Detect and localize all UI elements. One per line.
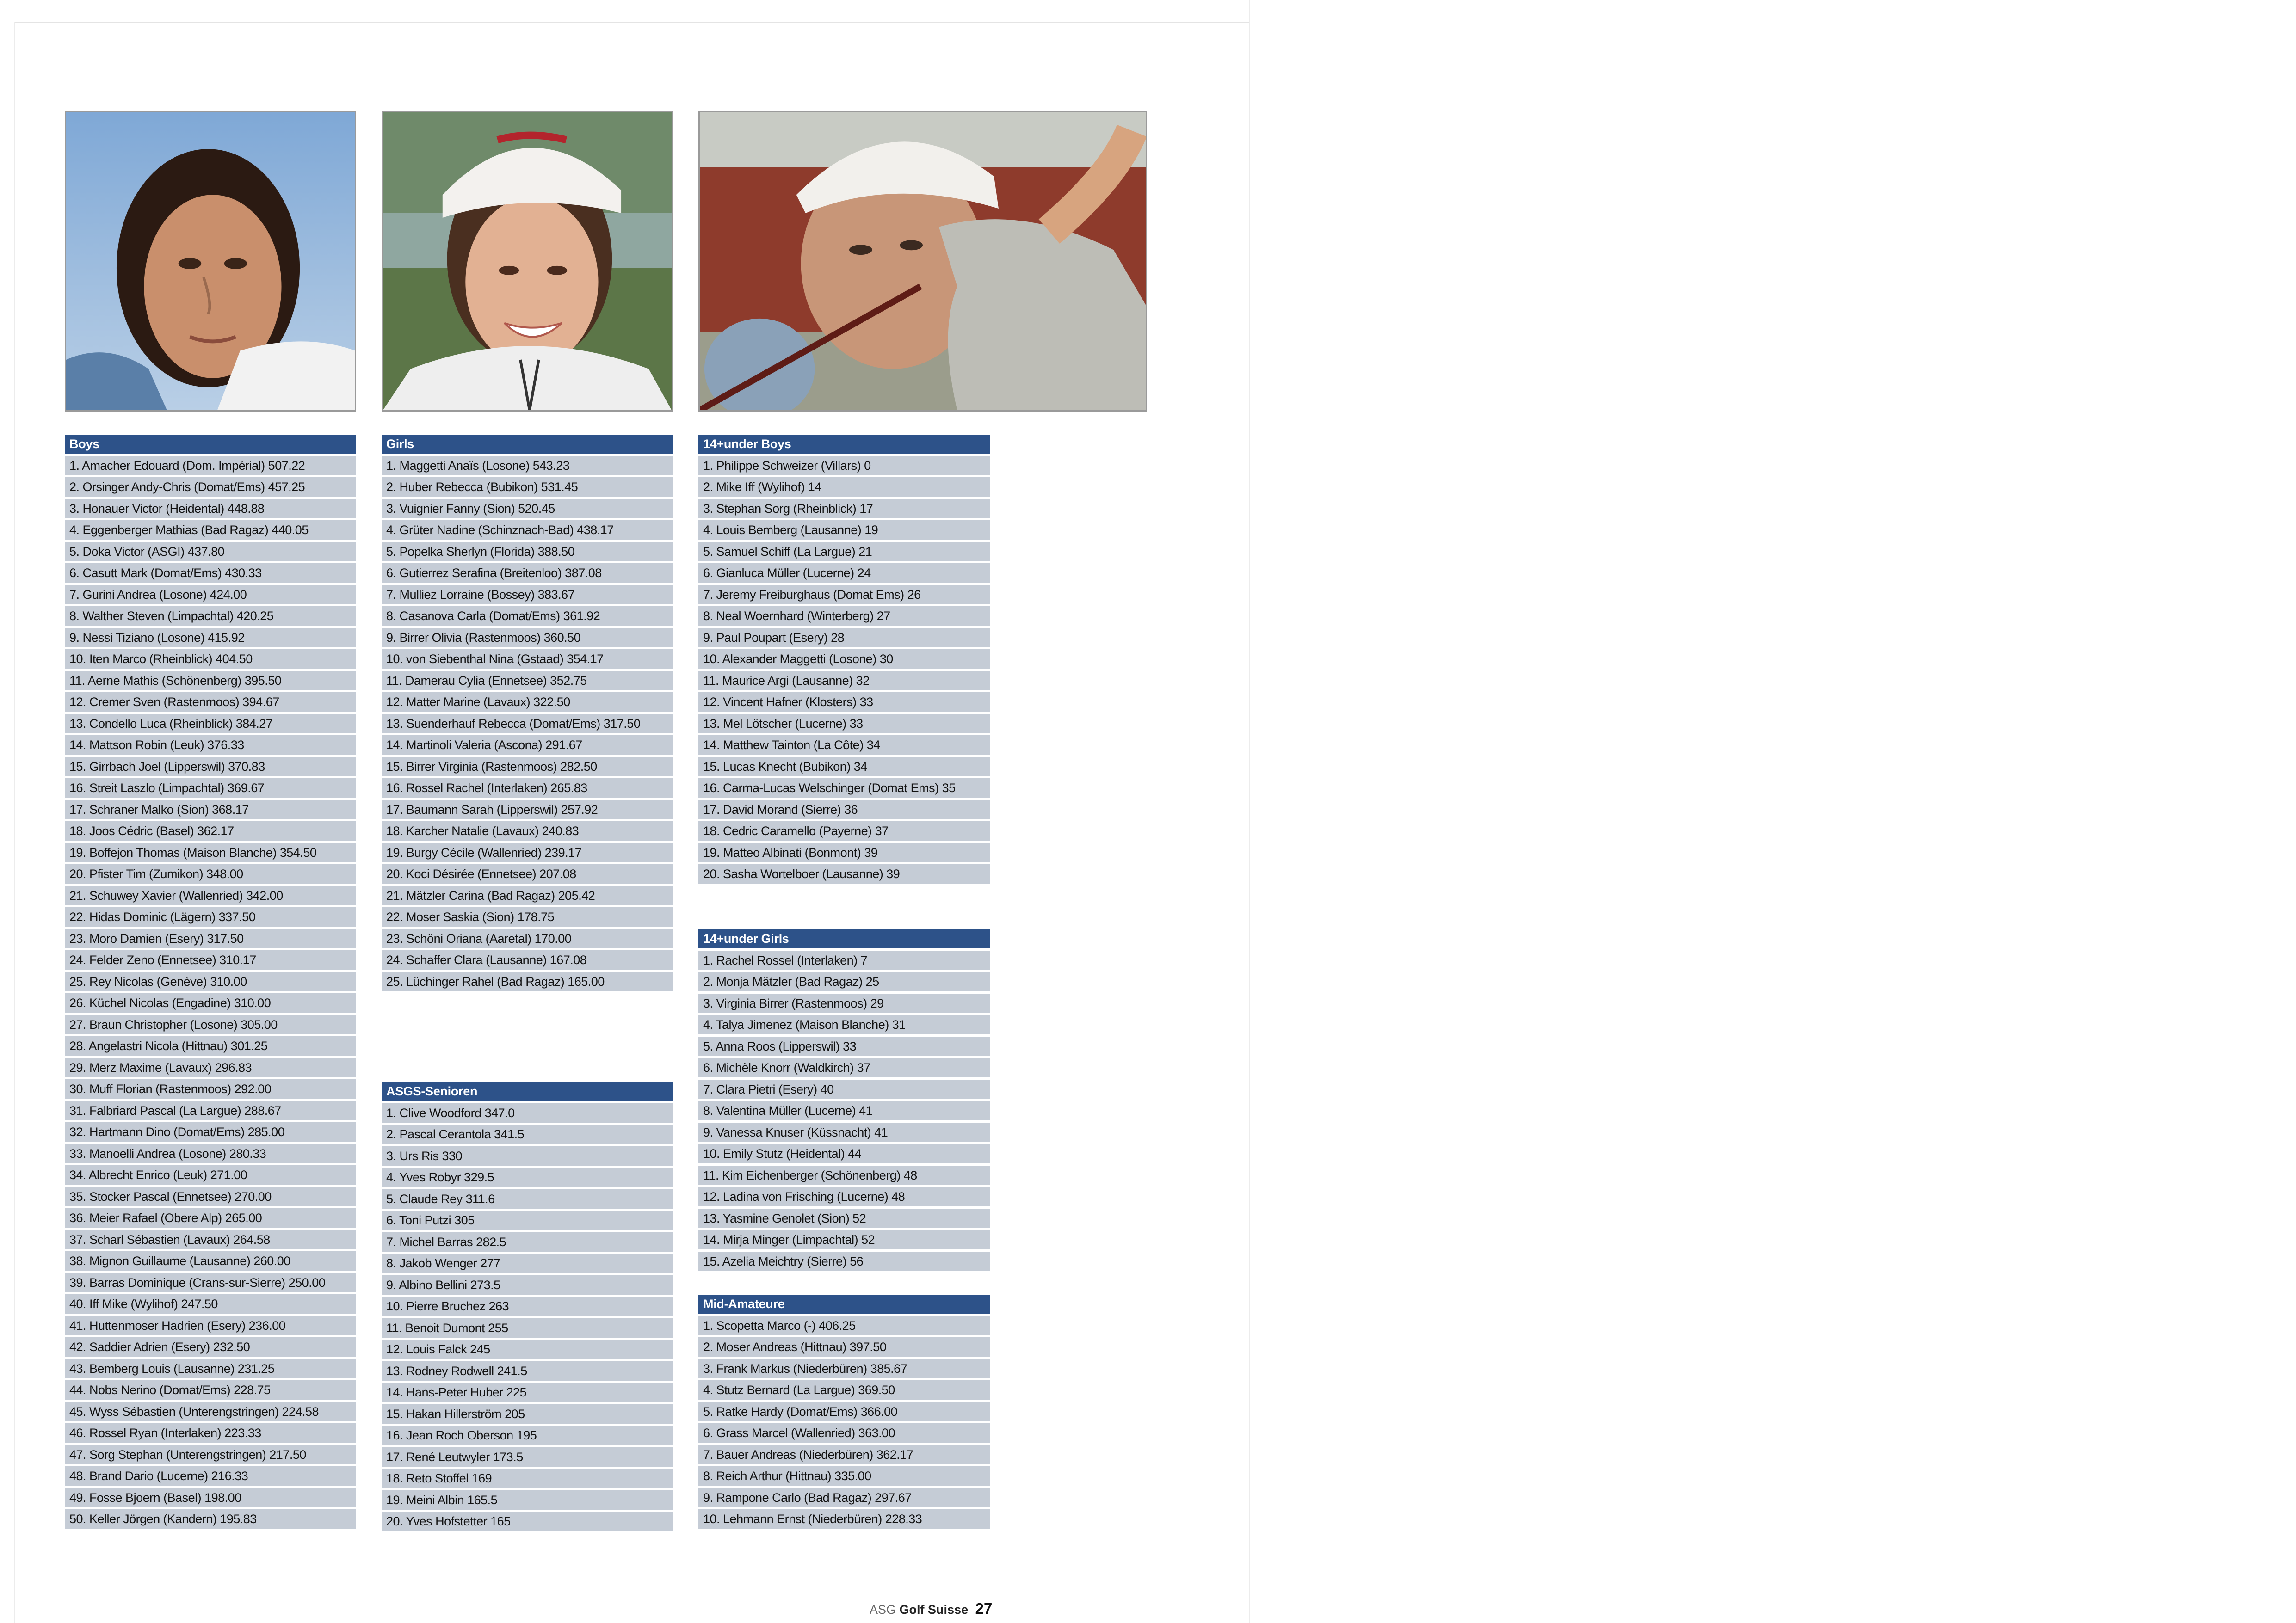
table-row: 8. Walther Steven (Limpachtal) 420.25 — [65, 606, 356, 626]
table-row: 10. von Siebenthal Nina (Gstaad) 354.17 — [382, 649, 673, 669]
table-row: 5. Popelka Sherlyn (Florida) 388.50 — [382, 542, 673, 561]
table-row: 7. Michel Barras 282.5 — [382, 1232, 673, 1252]
table-row: 3. Stephan Sorg (Rheinblick) 17 — [698, 499, 990, 518]
table-row: 2. Monja Mätzler (Bad Ragaz) 25 — [698, 972, 990, 991]
boys-table-title: Boys — [65, 435, 356, 454]
table-row: 21. Mätzler Carina (Bad Ragaz) 205.42 — [382, 886, 673, 905]
table-row: 36. Meier Rafael (Obere Alp) 265.00 — [65, 1208, 356, 1228]
table-row: 9. Rampone Carlo (Bad Ragaz) 297.67 — [698, 1488, 990, 1507]
table-row: 9. Paul Poupart (Esery) 28 — [698, 628, 990, 647]
table-row: 10. Alexander Maggetti (Losone) 30 — [698, 649, 990, 669]
table-row: 6. Gianluca Müller (Lucerne) 24 — [698, 563, 990, 583]
table-row: 14. Mattson Robin (Leuk) 376.33 — [65, 735, 356, 755]
table-row: 9. Nessi Tiziano (Losone) 415.92 — [65, 628, 356, 647]
table-row: 45. Wyss Sébastien (Unterengstringen) 224.58 — [65, 1402, 356, 1421]
table-row: 25. Lüchinger Rahel (Bad Ragaz) 165.00 — [382, 972, 673, 991]
table-row: 13. Condello Luca (Rheinblick) 384.27 — [65, 714, 356, 733]
table-row: 1. Scopetta Marco (-) 406.25 — [698, 1316, 990, 1335]
table-row: 25. Rey Nicolas (Genève) 310.00 — [65, 972, 356, 991]
table-row: 33. Manoelli Andrea (Losone) 280.33 — [65, 1144, 356, 1163]
photo-boy-player — [65, 111, 356, 412]
table-row: 26. Küchel Nicolas (Engadine) 310.00 — [65, 993, 356, 1013]
u14-girls-table-rows — [698, 951, 990, 1271]
table-row: 11. Aerne Mathis (Schönenberg) 395.50 — [65, 671, 356, 690]
table-row: 17. René Leutwyler 173.5 — [382, 1447, 673, 1467]
table-row: 17. David Morand (Sierre) 36 — [698, 800, 990, 819]
table-row: 6. Toni Putzi 305 — [382, 1211, 673, 1230]
table-row: 11. Benoit Dumont 255 — [382, 1318, 673, 1338]
table-row: 34. Albrecht Enrico (Leuk) 271.00 — [65, 1165, 356, 1185]
asgs-senioren-table — [382, 1082, 673, 1531]
table-row: 8. Neal Woernhard (Winterberg) 27 — [698, 606, 990, 626]
photo-junior-swing — [698, 111, 1147, 412]
table-row: 18. Reto Stoffel 169 — [382, 1469, 673, 1488]
table-row: 30. Muff Florian (Rastenmoos) 292.00 — [65, 1079, 356, 1099]
table-row: 1. Rachel Rossel (Interlaken) 7 — [698, 951, 990, 970]
footer-brand: Golf Suisse — [899, 1603, 969, 1617]
table-row: 23. Schöni Oriana (Aaretal) 170.00 — [382, 929, 673, 948]
table-row: 2. Huber Rebecca (Bubikon) 531.45 — [382, 477, 673, 497]
boys-table — [65, 435, 356, 1529]
page-number: 27 — [975, 1600, 993, 1617]
table-row: 31. Falbriard Pascal (La Largue) 288.67 — [65, 1101, 356, 1120]
table-row: 14. Matthew Tainton (La Côte) 34 — [698, 735, 990, 755]
mid-amateure-table-title: Mid-Amateure — [698, 1295, 990, 1314]
table-row: 12. Louis Falck 245 — [382, 1340, 673, 1359]
table-row: 15. Hakan Hillerström 205 — [382, 1404, 673, 1424]
footer-prefix: ASG — [870, 1603, 896, 1617]
table-row: 22. Hidas Dominic (Lägern) 337.50 — [65, 907, 356, 927]
table-row: 4. Eggenberger Mathias (Bad Ragaz) 440.05 — [65, 520, 356, 540]
table-row: 9. Albino Bellini 273.5 — [382, 1275, 673, 1295]
table-row: 44. Nobs Nerino (Domat/Ems) 228.75 — [65, 1380, 356, 1400]
table-row: 49. Fosse Bjoern (Basel) 198.00 — [65, 1488, 356, 1507]
mid-amateure-table-rows — [698, 1316, 990, 1529]
table-row: 3. Frank Markus (Niederbüren) 385.67 — [698, 1359, 990, 1378]
girls-table-rows — [382, 456, 673, 991]
table-row: 47. Sorg Stephan (Unterengstringen) 217.50 — [65, 1445, 356, 1464]
u14-boys-table-rows — [698, 456, 990, 884]
boys-table-rows — [65, 456, 356, 1529]
table-row: 10. Iten Marco (Rheinblick) 404.50 — [65, 649, 356, 669]
table-row: 5. Doka Victor (ASGI) 437.80 — [65, 542, 356, 561]
table-row: 29. Merz Maxime (Lavaux) 296.83 — [65, 1058, 356, 1077]
table-row: 32. Hartmann Dino (Domat/Ems) 285.00 — [65, 1122, 356, 1142]
table-row: 13. Suenderhauf Rebecca (Domat/Ems) 317.50 — [382, 714, 673, 733]
table-row: 13. Mel Lötscher (Lucerne) 33 — [698, 714, 990, 733]
left-rule — [14, 22, 15, 1623]
table-row: 11. Kim Eichenberger (Schönenberg) 48 — [698, 1166, 990, 1185]
table-row: 4. Stutz Bernard (La Largue) 369.50 — [698, 1380, 990, 1400]
table-row: 7. Gurini Andrea (Losone) 424.00 — [65, 585, 356, 604]
table-row: 12. Cremer Sven (Rastenmoos) 394.67 — [65, 692, 356, 712]
table-row: 14. Martinoli Valeria (Ascona) 291.67 — [382, 735, 673, 755]
table-row: 14. Mirja Minger (Limpachtal) 52 — [698, 1230, 990, 1249]
table-row: 24. Felder Zeno (Ennetsee) 310.17 — [65, 950, 356, 970]
table-row: 9. Vanessa Knuser (Küssnacht) 41 — [698, 1123, 990, 1142]
table-row: 2. Pascal Cerantola 341.5 — [382, 1125, 673, 1144]
table-row: 2. Moser Andreas (Hittnau) 397.50 — [698, 1337, 990, 1357]
table-row: 9. Birrer Olivia (Rastenmoos) 360.50 — [382, 628, 673, 647]
u14-boys-table — [698, 435, 990, 884]
table-row: 7. Mulliez Lorraine (Bossey) 383.67 — [382, 585, 673, 604]
table-row: 15. Azelia Meichtry (Sierre) 56 — [698, 1252, 990, 1271]
table-row: 5. Ratke Hardy (Domat/Ems) 366.00 — [698, 1402, 990, 1421]
table-row: 50. Keller Jörgen (Kandern) 195.83 — [65, 1509, 356, 1529]
table-row: 2. Orsinger Andy-Chris (Domat/Ems) 457.25 — [65, 477, 356, 497]
u14-boys-table-title: 14+under Boys — [698, 435, 990, 454]
mid-amateure-table — [698, 1295, 990, 1529]
table-row: 10. Emily Stutz (Heidental) 44 — [698, 1144, 990, 1163]
table-row: 22. Moser Saskia (Sion) 178.75 — [382, 907, 673, 927]
asgs-senioren-table-rows — [382, 1103, 673, 1531]
u14-girls-table-title: 14+under Girls — [698, 929, 990, 948]
table-row: 43. Bemberg Louis (Lausanne) 231.25 — [65, 1359, 356, 1378]
top-rule — [14, 22, 1249, 23]
asgs-senioren-table-title: ASGS-Senioren — [382, 1082, 673, 1101]
table-row: 35. Stocker Pascal (Ennetsee) 270.00 — [65, 1187, 356, 1206]
table-row: 5. Anna Roos (Lipperswil) 33 — [698, 1037, 990, 1056]
table-row: 39. Barras Dominique (Crans-sur-Sierre) 250.00 — [65, 1273, 356, 1292]
table-row: 3. Urs Ris 330 — [382, 1146, 673, 1166]
table-row: 14. Hans-Peter Huber 225 — [382, 1383, 673, 1402]
table-row: 3. Vuignier Fanny (Sion) 520.45 — [382, 499, 673, 518]
table-row: 12. Ladina von Frisching (Lucerne) 48 — [698, 1187, 990, 1206]
table-row: 5. Claude Rey 311.6 — [382, 1189, 673, 1209]
table-row: 17. Schraner Malko (Sion) 368.17 — [65, 800, 356, 819]
table-row: 5. Samuel Schiff (La Largue) 21 — [698, 542, 990, 561]
table-row: 4. Yves Robyr 329.5 — [382, 1168, 673, 1187]
table-row: 37. Scharl Sébastien (Lavaux) 264.58 — [65, 1230, 356, 1249]
table-row: 7. Bauer Andreas (Niederbüren) 362.17 — [698, 1445, 990, 1464]
table-row: 16. Rossel Rachel (Interlaken) 265.83 — [382, 778, 673, 798]
table-row: 16. Streit Laszlo (Limpachtal) 369.67 — [65, 778, 356, 798]
table-row: 16. Jean Roch Oberson 195 — [382, 1426, 673, 1445]
table-row: 2. Mike Iff (Wylihof) 14 — [698, 477, 990, 497]
girls-table-title: Girls — [382, 435, 673, 454]
table-row: 19. Boffejon Thomas (Maison Blanche) 354.50 — [65, 843, 356, 862]
table-row: 40. Iff Mike (Wylihof) 247.50 — [65, 1294, 356, 1314]
table-row: 8. Jakob Wenger 277 — [382, 1254, 673, 1273]
table-row: 20. Pfister Tim (Zumikon) 348.00 — [65, 864, 356, 884]
table-row: 3. Virginia Birrer (Rastenmoos) 29 — [698, 994, 990, 1013]
table-row: 17. Baumann Sarah (Lipperswil) 257.92 — [382, 800, 673, 819]
table-row: 19. Burgy Cécile (Wallenried) 239.17 — [382, 843, 673, 862]
table-row: 4. Grüter Nadine (Schinznach-Bad) 438.17 — [382, 520, 673, 540]
table-row: 18. Karcher Natalie (Lavaux) 240.83 — [382, 821, 673, 841]
table-row: 11. Maurice Argi (Lausanne) 32 — [698, 671, 990, 690]
table-row: 4. Talya Jimenez (Maison Blanche) 31 — [698, 1015, 990, 1034]
table-row: 24. Schaffer Clara (Lausanne) 167.08 — [382, 950, 673, 970]
table-row: 6. Grass Marcel (Wallenried) 363.00 — [698, 1423, 990, 1443]
table-row: 4. Louis Bemberg (Lausanne) 19 — [698, 520, 990, 540]
table-row: 20. Sasha Wortelboer (Lausanne) 39 — [698, 864, 990, 884]
table-row: 41. Huttenmoser Hadrien (Esery) 236.00 — [65, 1316, 356, 1335]
photo-girl-image — [383, 112, 672, 410]
table-row: 11. Damerau Cylia (Ennetsee) 352.75 — [382, 671, 673, 690]
table-row: 1. Maggetti Anaïs (Losone) 543.23 — [382, 456, 673, 475]
table-row: 7. Clara Pietri (Esery) 40 — [698, 1080, 990, 1099]
table-row: 38. Mignon Guillaume (Lausanne) 260.00 — [65, 1251, 356, 1271]
table-row: 8. Reich Arthur (Hittnau) 335.00 — [698, 1466, 990, 1486]
table-row: 18. Cedric Caramello (Payerne) 37 — [698, 821, 990, 841]
u14-girls-table — [698, 929, 990, 1271]
table-row: 48. Brand Dario (Lucerne) 216.33 — [65, 1466, 356, 1486]
table-row: 3. Honauer Victor (Heidental) 448.88 — [65, 499, 356, 518]
table-row: 18. Joos Cédric (Basel) 362.17 — [65, 821, 356, 841]
table-row: 6. Michèle Knorr (Waldkirch) 37 — [698, 1058, 990, 1077]
table-row: 28. Angelastri Nicola (Hittnau) 301.25 — [65, 1036, 356, 1056]
table-row: 8. Valentina Müller (Lucerne) 41 — [698, 1101, 990, 1120]
table-row: 8. Casanova Carla (Domat/Ems) 361.92 — [382, 606, 673, 626]
page-footer — [870, 1600, 992, 1617]
photo-girl-player — [382, 111, 673, 412]
table-row: 6. Gutierrez Serafina (Breitenloo) 387.08 — [382, 563, 673, 583]
table-row: 20. Yves Hofstetter 165 — [382, 1512, 673, 1531]
table-row: 19. Matteo Albinati (Bonmont) 39 — [698, 843, 990, 862]
girls-table — [382, 435, 673, 991]
table-row: 46. Rossel Ryan (Interlaken) 223.33 — [65, 1423, 356, 1443]
table-row: 16. Carma-Lucas Welschinger (Domat Ems) 35 — [698, 778, 990, 798]
table-row: 1. Amacher Edouard (Dom. Impérial) 507.22 — [65, 456, 356, 475]
table-row: 23. Moro Damien (Esery) 317.50 — [65, 929, 356, 948]
table-row: 21. Schuwey Xavier (Wallenried) 342.00 — [65, 886, 356, 905]
table-row: 42. Saddier Adrien (Esery) 232.50 — [65, 1337, 356, 1357]
table-row: 12. Vincent Hafner (Klosters) 33 — [698, 692, 990, 712]
table-row: 15. Girrbach Joel (Lipperswil) 370.83 — [65, 757, 356, 776]
table-row: 27. Braun Christopher (Losone) 305.00 — [65, 1015, 356, 1034]
table-row: 15. Lucas Knecht (Bubikon) 34 — [698, 757, 990, 776]
table-row: 10. Lehmann Ernst (Niederbüren) 228.33 — [698, 1509, 990, 1529]
table-row: 6. Casutt Mark (Domat/Ems) 430.33 — [65, 563, 356, 583]
table-row: 1. Philippe Schweizer (Villars) 0 — [698, 456, 990, 475]
photo-junior-image — [700, 112, 1146, 410]
table-row: 13. Rodney Rodwell 241.5 — [382, 1361, 673, 1381]
table-row: 7. Jeremy Freiburghaus (Domat Ems) 26 — [698, 585, 990, 604]
table-row: 19. Meini Albin 165.5 — [382, 1490, 673, 1510]
photo-boy-image — [66, 112, 355, 410]
table-row: 10. Pierre Bruchez 263 — [382, 1297, 673, 1316]
table-row: 12. Matter Marine (Lavaux) 322.50 — [382, 692, 673, 712]
table-row: 13. Yasmine Genolet (Sion) 52 — [698, 1209, 990, 1228]
table-row: 15. Birrer Virginia (Rastenmoos) 282.50 — [382, 757, 673, 776]
table-row: 1. Clive Woodford 347.0 — [382, 1103, 673, 1123]
table-row: 20. Koci Désirée (Ennetsee) 207.08 — [382, 864, 673, 884]
